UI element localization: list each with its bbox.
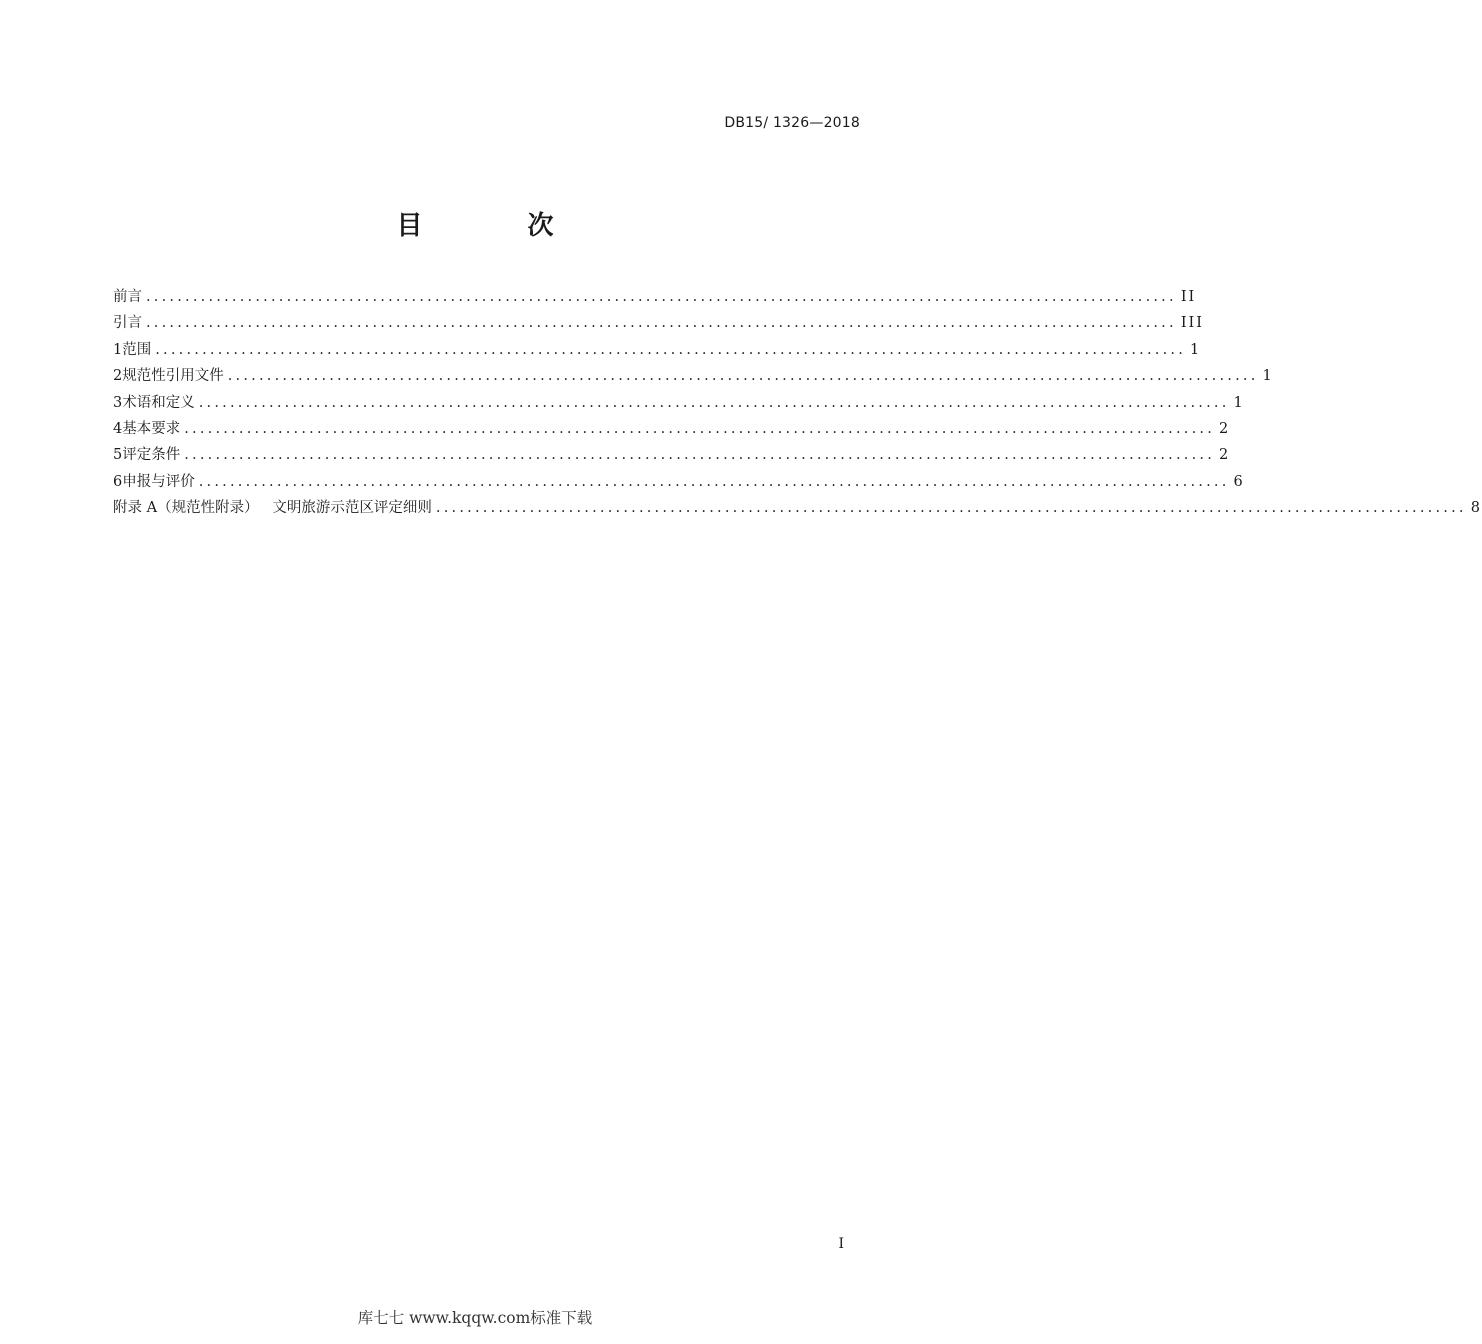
toc-entry-page: 1 xyxy=(1233,394,1245,411)
toc-entry-number: 2 xyxy=(113,368,123,385)
toc-dot-leader: .................................................................................................................................... xyxy=(146,289,1177,305)
toc-entry-label: 基本要求 xyxy=(122,420,181,437)
toc-entry-page: 2 xyxy=(1219,420,1231,437)
toc-entry-page: III xyxy=(1180,315,1204,332)
toc-entry-number: 6 xyxy=(113,473,123,490)
toc-entry-page: 1 xyxy=(1190,341,1202,358)
toc-entry-label: 申报与评价 xyxy=(122,473,195,490)
toc-entry-label: 范围 xyxy=(122,341,152,358)
toc-entry-page: 8 xyxy=(1470,500,1482,517)
toc-entry-number: 4 xyxy=(113,420,123,437)
toc-entry-label: 术语和定义 xyxy=(122,394,195,411)
toc-entry-application-evaluation[interactable] xyxy=(113,470,1245,496)
toc-entry-normative-references[interactable] xyxy=(113,364,1274,390)
toc-dot-leader: .................................................................................................................................... xyxy=(435,500,1467,517)
toc-dot-leader: .................................................................................................................................... xyxy=(198,473,1230,490)
toc-dot-leader: .................................................................................................................................... xyxy=(227,368,1259,385)
toc-entry-label: 附录 A（规范性附录） 文明旅游示范区评定细则 xyxy=(113,500,432,517)
toc-dot-leader: .................................................................................................................................... xyxy=(184,420,1216,437)
document-code: DB15/ 1326—2018 xyxy=(724,115,860,131)
table-of-contents xyxy=(113,285,1482,523)
toc-entry-number: 3 xyxy=(113,394,123,411)
watermark-text: 库七七 www.kqqw.com标准下载 xyxy=(357,1309,593,1327)
toc-entry-preface[interactable] xyxy=(113,285,1197,311)
toc-entry-page: II xyxy=(1180,289,1197,305)
toc-entry-number: 1 xyxy=(113,341,123,358)
toc-entry-page: 6 xyxy=(1233,473,1245,490)
toc-entry-evaluation-conditions[interactable] xyxy=(113,443,1231,469)
toc-dot-leader: .................................................................................................................................... xyxy=(155,341,1187,358)
page-number: I xyxy=(838,1236,844,1252)
toc-entry-label: 引言 xyxy=(113,315,142,332)
toc-entry-scope[interactable] xyxy=(113,338,1202,364)
toc-entry-basic-requirements[interactable] xyxy=(113,417,1231,443)
toc-dot-leader: .................................................................................................................................... xyxy=(198,394,1230,411)
toc-entry-label: 规范性引用文件 xyxy=(122,368,224,385)
toc-entry-number: 5 xyxy=(113,447,123,464)
toc-entry-label: 前言 xyxy=(113,289,142,305)
toc-dot-leader: .................................................................................................................................... xyxy=(184,447,1216,464)
toc-entry-page: 1 xyxy=(1262,368,1274,385)
toc-entry-terms-definitions[interactable] xyxy=(113,391,1245,417)
toc-dot-leader: .................................................................................................................................... xyxy=(146,315,1177,332)
toc-entry-label: 评定条件 xyxy=(122,447,181,464)
toc-title: 目 次 xyxy=(396,211,602,241)
toc-entry-introduction[interactable] xyxy=(113,311,1204,337)
toc-entry-appendix-a[interactable] xyxy=(113,496,1482,522)
toc-entry-page: 2 xyxy=(1219,447,1231,464)
